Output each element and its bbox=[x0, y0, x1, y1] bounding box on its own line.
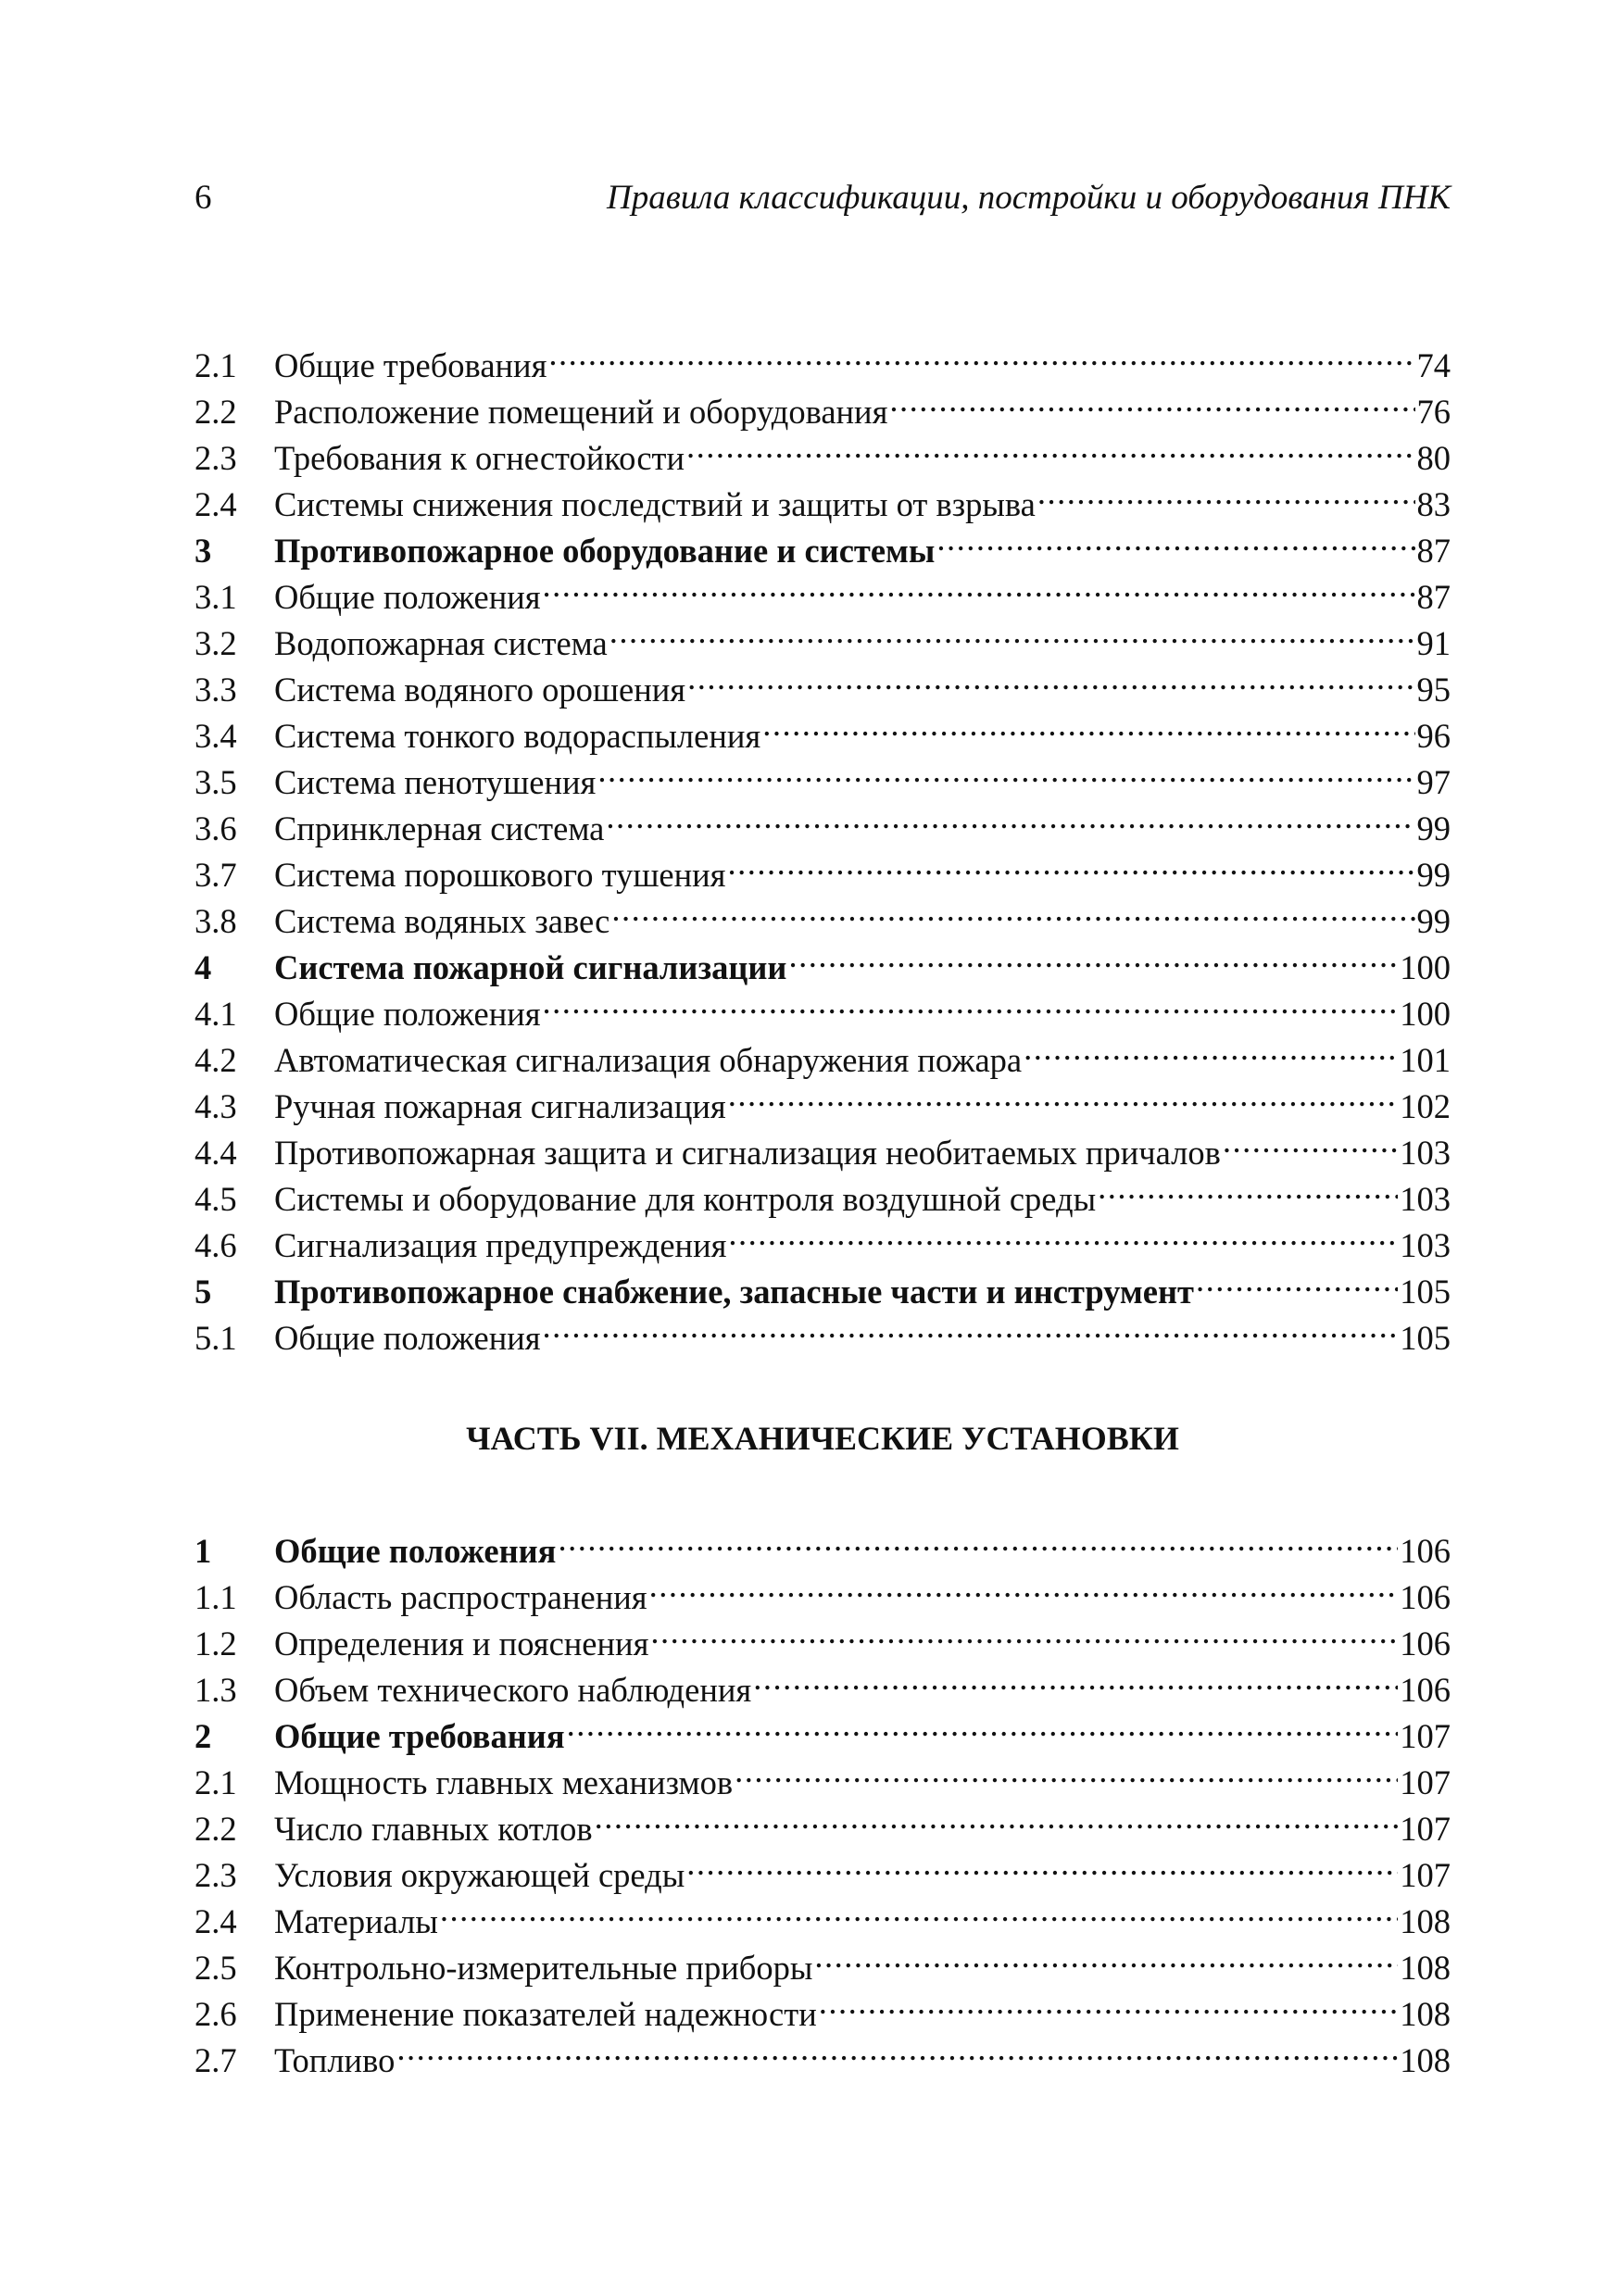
toc-entry-title: Общие положения bbox=[274, 995, 541, 1033]
toc-dot-leader bbox=[786, 933, 1400, 979]
toc-dot-leader bbox=[593, 1794, 1401, 1840]
toc-entry-page: 107 bbox=[1400, 1810, 1451, 1848]
toc-entry-title: Система порошкового тушения bbox=[274, 856, 726, 894]
toc-entry-title: Системы снижения последствий и защиты от взрыва bbox=[274, 485, 1036, 523]
toc-entry-number: 5 bbox=[195, 1273, 212, 1311]
toc-entry-page: 107 bbox=[1400, 1717, 1451, 1755]
toc-dot-leader bbox=[565, 1701, 1401, 1748]
toc-entry-page: 96 bbox=[1416, 717, 1451, 755]
toc-dot-leader bbox=[935, 516, 1416, 562]
toc-entry-title: Контрольно-измерительные приборы bbox=[274, 1949, 813, 1987]
toc-entry-number: 3.6 bbox=[195, 809, 237, 847]
toc-entry-title: Область распространения bbox=[274, 1578, 647, 1616]
toc-entry-title: Системы и оборудование для контроля воздушной среды bbox=[274, 1180, 1097, 1218]
toc-entry-title: Система водяного орошения bbox=[274, 671, 686, 709]
toc-entry-number: 3.7 bbox=[195, 856, 237, 894]
toc-entry-number: 4.2 bbox=[195, 1041, 237, 1079]
toc-entry-number: 3.5 bbox=[195, 763, 237, 801]
toc-entry-title: Расположение помещений и оборудования bbox=[274, 393, 888, 431]
toc-entry-number: 3 bbox=[195, 532, 212, 570]
toc-entry-number: 2.1 bbox=[195, 346, 237, 384]
toc-entry-page: 80 bbox=[1416, 439, 1451, 477]
toc-entry-title: Противопожарное снабжение, запасные части и инструмент bbox=[274, 1273, 1194, 1311]
toc-entry-number: 4.5 bbox=[195, 1180, 237, 1218]
toc-entry-page: 106 bbox=[1400, 1625, 1451, 1662]
toc-dot-leader bbox=[1194, 1257, 1400, 1303]
toc-entry[interactable] bbox=[195, 331, 1451, 384]
toc-entry-title: Ручная пожарная сигнализация bbox=[274, 1087, 726, 1125]
toc-dot-leader bbox=[726, 1072, 1401, 1118]
toc-entry-page: 105 bbox=[1400, 1319, 1451, 1357]
toc-dot-leader bbox=[685, 423, 1416, 470]
toc-dot-leader bbox=[1221, 1118, 1400, 1164]
toc-entry-page: 100 bbox=[1400, 995, 1451, 1033]
toc-entry-number: 2.5 bbox=[195, 1949, 237, 1987]
toc-entry-number: 2.7 bbox=[195, 2041, 237, 2079]
toc-entry-page: 106 bbox=[1400, 1671, 1451, 1709]
toc-entry-page: 108 bbox=[1400, 1902, 1451, 1940]
toc-entry-page: 102 bbox=[1400, 1087, 1451, 1125]
toc-dot-leader bbox=[547, 331, 1416, 377]
toc-entry-title: Применение показателей надежности bbox=[274, 1995, 817, 2033]
toc-entry-title: Общие положения bbox=[274, 1532, 557, 1570]
toc-entry-page: 100 bbox=[1400, 948, 1451, 986]
toc-entry-page: 76 bbox=[1416, 393, 1451, 431]
toc-dot-leader bbox=[733, 1748, 1400, 1794]
toc-entry-page: 105 bbox=[1400, 1273, 1451, 1311]
toc-entry-number: 5.1 bbox=[195, 1319, 237, 1357]
toc-entry-number: 3.1 bbox=[195, 578, 237, 616]
page-number: 6 bbox=[195, 179, 212, 217]
toc-dot-leader bbox=[647, 1562, 1401, 1609]
toc-entry-page: 74 bbox=[1416, 346, 1451, 384]
toc-entry-number: 4 bbox=[195, 948, 212, 986]
toc-dot-leader bbox=[1022, 1025, 1400, 1072]
toc-dot-leader bbox=[817, 1979, 1401, 2026]
toc-dot-leader bbox=[438, 1887, 1400, 1933]
toc-entry-number: 3.8 bbox=[195, 902, 237, 940]
page-header bbox=[195, 172, 1451, 224]
toc-section-top bbox=[195, 331, 1451, 1357]
toc-entry-title: Водопожарная система bbox=[274, 624, 608, 662]
toc-entry-number: 2.1 bbox=[195, 1763, 237, 1801]
toc-entry-title: Число главных котлов bbox=[274, 1810, 593, 1848]
toc-entry-number: 3.4 bbox=[195, 717, 237, 755]
toc-entry-page: 87 bbox=[1416, 578, 1451, 616]
toc-entry[interactable] bbox=[195, 1516, 1451, 1570]
toc-entry-page: 97 bbox=[1416, 763, 1451, 801]
toc-entry-title: Противопожарная защита и сигнализация необитаемых причалов bbox=[274, 1134, 1221, 1172]
toc-entry-number: 1 bbox=[195, 1532, 212, 1570]
toc-entry-title: Объем технического наблюдения bbox=[274, 1671, 752, 1709]
toc-entry-title: Система тонкого водораспыления bbox=[274, 717, 761, 755]
toc-entry-number: 1.3 bbox=[195, 1671, 237, 1709]
toc-entry-number: 3.2 bbox=[195, 624, 237, 662]
toc-entry-number: 3.3 bbox=[195, 671, 237, 709]
toc-entry-number: 2 bbox=[195, 1717, 212, 1755]
toc-dot-leader bbox=[725, 840, 1416, 886]
toc-dot-leader bbox=[541, 1303, 1401, 1349]
toc-entry-page: 99 bbox=[1416, 809, 1451, 847]
toc-entry-page: 108 bbox=[1400, 1995, 1451, 2033]
toc-dot-leader bbox=[887, 377, 1416, 423]
toc-entry-number: 2.3 bbox=[195, 439, 237, 477]
toc-entry-title: Автоматическая сигнализация обнаружения пожара bbox=[274, 1041, 1023, 1079]
toc-dot-leader bbox=[395, 2026, 1400, 2072]
toc-dot-leader bbox=[541, 562, 1417, 609]
toc-entry-title: Общие требования bbox=[274, 346, 547, 384]
toc-entry-page: 106 bbox=[1400, 1578, 1451, 1616]
toc-entry-number: 2.6 bbox=[195, 1995, 237, 2033]
toc-dot-leader bbox=[685, 655, 1416, 701]
toc-entry-page: 103 bbox=[1400, 1134, 1451, 1172]
toc-dot-leader bbox=[541, 979, 1401, 1025]
toc-entry-number: 1.1 bbox=[195, 1578, 237, 1616]
toc-dot-leader bbox=[1096, 1164, 1400, 1211]
toc-entry-number: 2.2 bbox=[195, 1810, 237, 1848]
toc-entry-number: 2.2 bbox=[195, 393, 237, 431]
toc-entry-title: Общие положения bbox=[274, 1319, 541, 1357]
toc-entry-page: 107 bbox=[1400, 1856, 1451, 1894]
toc-dot-leader bbox=[812, 1933, 1400, 1979]
toc-entry-number: 4.4 bbox=[195, 1134, 237, 1172]
toc-entry-number: 4.6 bbox=[195, 1226, 237, 1264]
toc-entry-title: Требования к огнестойкости bbox=[274, 439, 685, 477]
toc-dot-leader bbox=[1036, 470, 1417, 516]
toc-entry-title: Определения и пояснения bbox=[274, 1625, 649, 1662]
toc-section-bottom bbox=[195, 1516, 1451, 2079]
toc-entry-title: Мощность главных механизмов bbox=[274, 1763, 734, 1801]
toc-entry-number: 4.3 bbox=[195, 1087, 237, 1125]
toc-entry-page: 108 bbox=[1400, 1949, 1451, 1987]
toc-dot-leader bbox=[726, 1211, 1400, 1257]
toc-entry-page: 87 bbox=[1416, 532, 1451, 570]
toc-entry-title: Материалы bbox=[274, 1902, 438, 1940]
toc-entry-page: 83 bbox=[1416, 485, 1451, 523]
toc-dot-leader bbox=[556, 1516, 1400, 1562]
toc-entry-title: Общие положения bbox=[274, 578, 541, 616]
toc-entry-number: 2.3 bbox=[195, 1856, 237, 1894]
toc-entry-page: 103 bbox=[1400, 1180, 1451, 1218]
toc-entry-title: Система пенотушения bbox=[274, 763, 597, 801]
running-title: Правила классификации, постройки и оборудования ПНК bbox=[607, 179, 1451, 217]
toc-entry-page: 91 bbox=[1416, 624, 1451, 662]
toc-entry-number: 2.4 bbox=[195, 1902, 237, 1940]
toc-dot-leader bbox=[648, 1609, 1400, 1655]
toc-dot-leader bbox=[609, 886, 1416, 933]
toc-dot-leader bbox=[760, 701, 1416, 747]
toc-entry-page: 108 bbox=[1400, 2041, 1451, 2079]
toc-entry-title: Общие требования bbox=[274, 1717, 565, 1755]
toc-dot-leader bbox=[596, 747, 1416, 794]
toc-entry-page: 106 bbox=[1400, 1532, 1451, 1570]
toc-entry-title: Система водяных завес bbox=[274, 902, 610, 940]
toc-entry-page: 99 bbox=[1416, 902, 1451, 940]
toc-dot-leader bbox=[751, 1655, 1400, 1701]
toc-entry-title: Спринклерная система bbox=[274, 809, 605, 847]
toc-dot-leader bbox=[608, 609, 1417, 655]
toc-entry-page: 103 bbox=[1400, 1226, 1451, 1264]
toc-entry-title: Сигнализация предупреждения bbox=[274, 1226, 727, 1264]
toc-entry-page: 101 bbox=[1400, 1041, 1451, 1079]
toc-dot-leader bbox=[685, 1840, 1400, 1887]
toc-entry-title: Топливо bbox=[274, 2041, 396, 2079]
part-heading: ЧАСТЬ VII. МЕХАНИЧЕСКИЕ УСТАНОВКИ bbox=[466, 1420, 1179, 1457]
toc-entry-number: 2.4 bbox=[195, 485, 237, 523]
toc-entry-page: 95 bbox=[1416, 671, 1451, 709]
toc-entry-page: 107 bbox=[1400, 1763, 1451, 1801]
toc-entry-title: Противопожарное оборудование и системы bbox=[274, 532, 936, 570]
toc-entry-title: Условия окружающей среды bbox=[274, 1856, 685, 1894]
toc-entry-page: 99 bbox=[1416, 856, 1451, 894]
toc-entry-title: Система пожарной сигнализации bbox=[274, 948, 787, 986]
toc-entry-number: 1.2 bbox=[195, 1625, 237, 1662]
toc-dot-leader bbox=[604, 794, 1416, 840]
toc-entry-number: 4.1 bbox=[195, 995, 237, 1033]
